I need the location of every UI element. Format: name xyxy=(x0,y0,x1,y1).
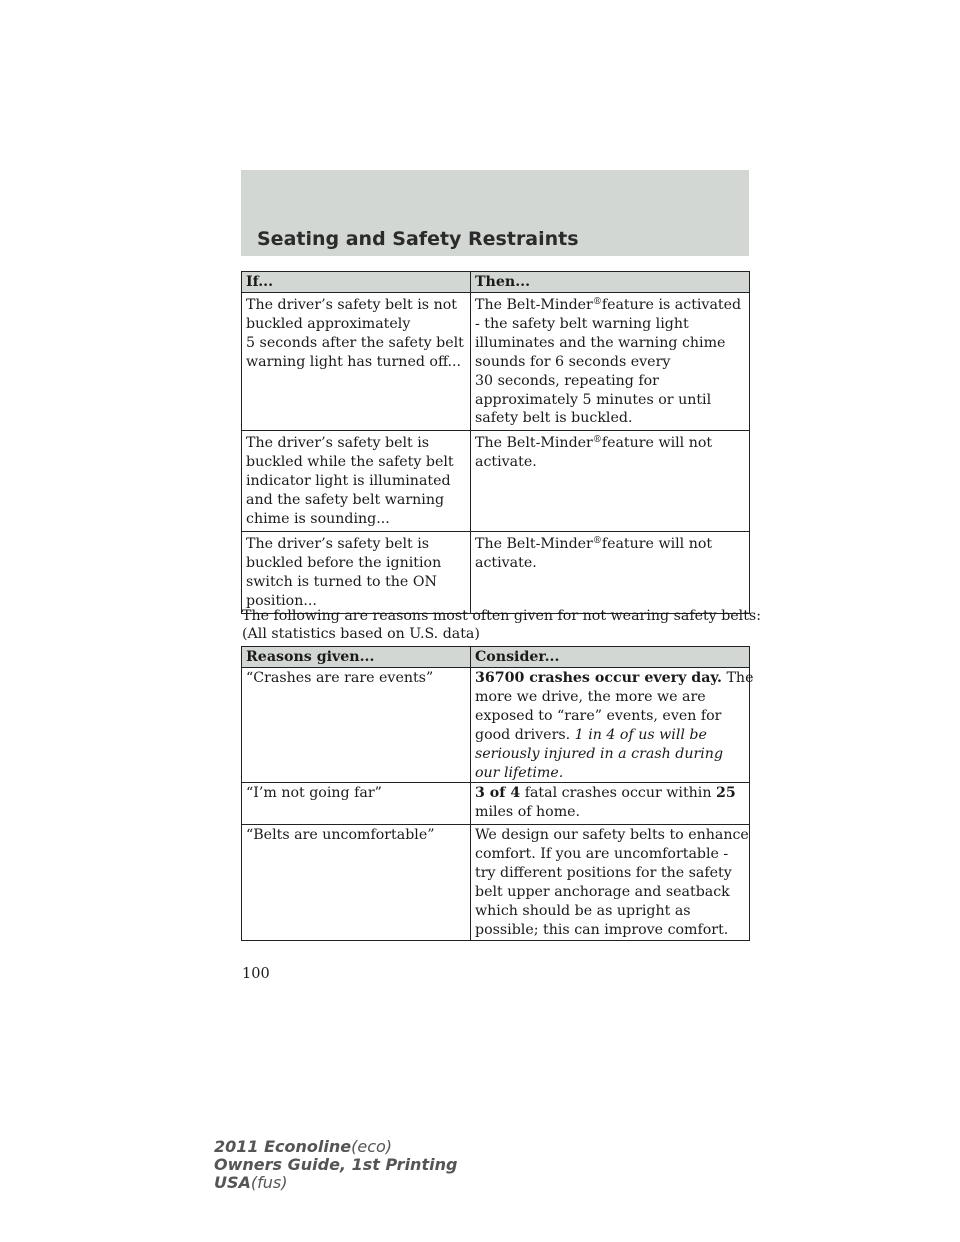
table-row xyxy=(242,531,750,613)
column-header-then: Then... xyxy=(471,272,750,293)
consider-cell: 36700 crashes occur every day. The more we drive, the more we are exposed to “rare” events, even for good drivers. 1 in 4 of us will be seriously injured in a crash during our lifetime. xyxy=(471,668,750,783)
table-row xyxy=(242,825,750,940)
section-title: Seating and Safety Restraints xyxy=(257,228,579,250)
registered-mark: ® xyxy=(592,297,602,307)
consider-cell: We design our safety belts to enhance comfort. If you are uncomfortable - try different positions for the safety belt upper anchorage and seatback which should be as upright as possible; this can improve comfort. xyxy=(471,825,750,940)
table-header-row xyxy=(242,647,750,668)
table-row xyxy=(242,783,750,825)
reason-cell: “Belts are uncomfortable” xyxy=(242,825,471,940)
registered-mark: ® xyxy=(592,435,602,446)
column-header-if: If... xyxy=(242,272,471,293)
result-cell: The Belt-Minder®feature will not activate. xyxy=(471,431,750,532)
column-header-consider: Consider... xyxy=(471,647,750,668)
result-cell: The Belt-Minder®feature will not activate. xyxy=(471,531,750,613)
registered-mark: ® xyxy=(592,535,602,546)
table-header-row xyxy=(242,272,750,293)
table-row xyxy=(242,668,750,783)
consider-cell: 3 of 4 fatal crashes occur within 25 miles of home. xyxy=(471,783,750,825)
reasons-table xyxy=(241,646,754,941)
condition-cell: The driver’s safety belt is buckled before the ignition switch is turned to the ON position... xyxy=(242,531,471,613)
table-row xyxy=(242,431,750,532)
intro-paragraph: The following are reasons most often given for not wearing safety belts: (All statistics based on U.S. data) xyxy=(242,608,761,642)
reason-cell: “I’m not going far” xyxy=(242,783,471,825)
section-header-band xyxy=(241,170,749,256)
page-number: 100 xyxy=(242,966,270,982)
belt-minder-table xyxy=(241,271,750,614)
document-footer: 2011 Econoline(eco) Owners Guide, 1st Printing USA(fus) xyxy=(214,1137,458,1192)
condition-cell: The driver’s safety belt is not buckled approximately 5 seconds after the safety belt warning light has turned off... xyxy=(242,293,471,431)
reason-cell: “Crashes are rare events” xyxy=(242,668,471,783)
condition-cell: The driver’s safety belt is buckled while the safety belt indicator light is illuminated and the safety belt warning chime is sounding... xyxy=(242,431,471,532)
column-header-reasons: Reasons given... xyxy=(242,647,471,668)
table-row xyxy=(242,293,750,431)
result-cell: The Belt-Minder®feature is activated - the safety belt warning light illuminates and the warning chime sounds for 6 seconds every 30 seconds, repeating for approximately 5 minutes or until safety belt is buckled. xyxy=(471,293,750,431)
